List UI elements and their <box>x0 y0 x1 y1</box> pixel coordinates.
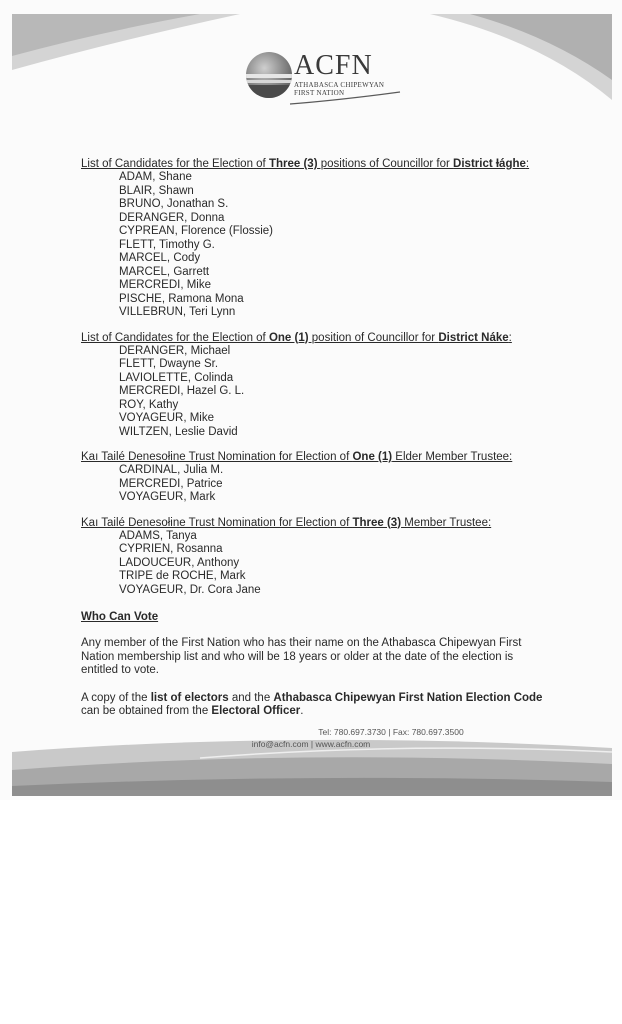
list-item: BLAIR, Shawn <box>119 184 194 197</box>
electors-list-paragraph: A copy of the list of electors and the Athabasca Chipewyan First Nation Election Code can be obtained from the Electoral Officer. <box>81 691 543 717</box>
list-item: BRUNO, Jonathan S. <box>119 198 229 210</box>
section-heading: List of Candidates for the Election of One (1) position of Councillor for District Náke: <box>81 331 512 344</box>
list-item: TRIPE de ROCHE, Mark <box>119 570 246 582</box>
footer-phone-fax: Tel: 780.697.3730 | Fax: 780.697.3500 <box>318 727 464 737</box>
section-iaghe <box>81 158 551 320</box>
logo-subtitle: ATHABASCA CHIPEWYAN FIRST NATION <box>294 81 385 97</box>
section-heading: List of Candidates for the Election of Three (3) positions of Councillor for District Ɨághe: <box>81 158 530 170</box>
list-item: LADOUCEUR, Anthony <box>119 556 240 569</box>
list-item: MERCREDI, Patrice <box>119 477 223 490</box>
candidate-list <box>119 345 551 440</box>
footer-contact <box>0 726 622 750</box>
section-heading: Kaı Tailé Denesołine Trust Nomination for Election of Three (3) Member Trustee: <box>81 516 492 529</box>
section-member-trustee <box>81 517 551 598</box>
list-item: FLETT, Timothy G. <box>119 238 215 251</box>
list-item: VOYAGEUR, Mike <box>119 412 214 424</box>
list-item: DERANGER, Donna <box>119 211 225 224</box>
list-item: ADAM, Shane <box>119 171 192 183</box>
list-item: ROY, Kathy <box>119 398 179 411</box>
list-item: PISCHE, Ramona Mona <box>119 292 244 305</box>
list-item: VOYAGEUR, Mark <box>119 491 216 503</box>
who-can-vote-heading: Who Can Vote <box>81 611 159 623</box>
list-item: ADAMS, Tanya <box>119 529 197 542</box>
footer-email-web: info@acfn.com | www.acfn.com <box>251 739 371 749</box>
section-nake <box>81 332 551 440</box>
section-heading: Kaı Tailé Denesołine Trust Nomination for Election of One (1) Elder Member Trustee: <box>81 451 513 463</box>
candidate-list <box>119 171 551 320</box>
acfn-logo <box>246 52 436 102</box>
list-item: MERCREDI, Mike <box>119 279 212 291</box>
list-item: MARCEL, Garrett <box>119 265 210 278</box>
list-item: WILTZEN, Leslie David <box>119 425 238 438</box>
logo-name: ACFN <box>294 50 373 81</box>
logo-emblem-icon <box>246 52 292 98</box>
list-item: CYPREAN, Florence (Flossie) <box>119 225 274 237</box>
voting-eligibility-paragraph: Any member of the First Nation who has their name on the Athabasca Chipewyan First Nation membership list and who will be 18 years or older at the date of the election is entitled to vote. <box>81 637 522 676</box>
list-item: FLETT, Dwayne Sr. <box>119 358 219 370</box>
candidate-list <box>119 464 551 505</box>
candidate-list <box>119 530 551 598</box>
list-item: DERANGER, Michael <box>119 344 231 357</box>
list-item: MERCREDI, Hazel G. L. <box>119 385 245 397</box>
list-item: VOYAGEUR, Dr. Cora Jane <box>119 583 261 596</box>
list-item: MARCEL, Cody <box>119 252 201 264</box>
section-elder-trustee <box>81 451 551 505</box>
list-item: LAVIOLETTE, Colinda <box>119 371 234 384</box>
list-item: VILLEBRUN, Teri Lynn <box>119 306 236 318</box>
list-item: CARDINAL, Julia M. <box>119 464 224 476</box>
document-body <box>81 158 551 719</box>
list-item: CYPRIEN, Rosanna <box>119 543 223 555</box>
